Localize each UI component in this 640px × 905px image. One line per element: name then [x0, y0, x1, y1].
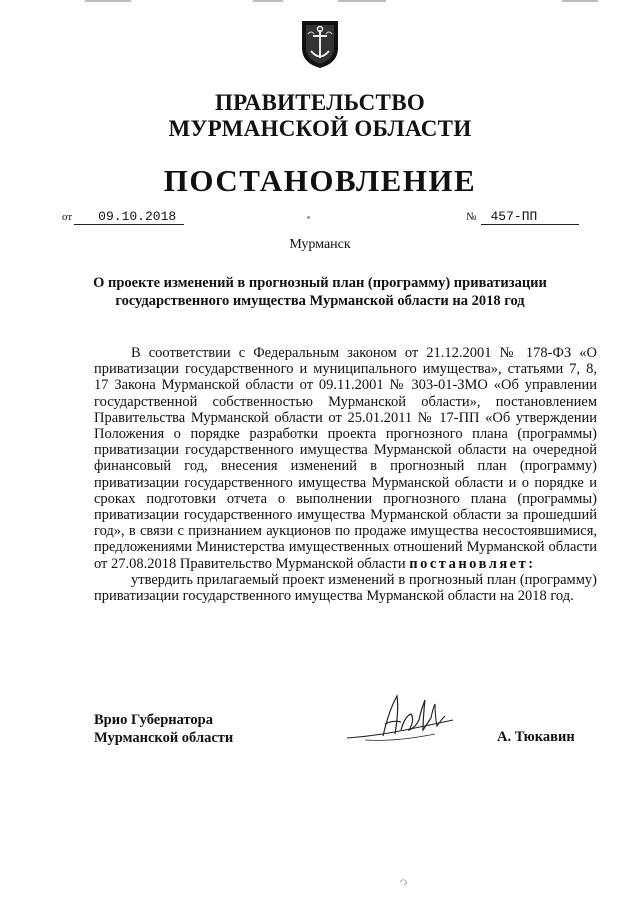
scan-dot: [307, 216, 310, 219]
scan-edge-marks: [0, 0, 640, 6]
document-body: [94, 345, 597, 604]
preamble-text: В соответствии с Федеральным законом от 21.12.2001 № 178-ФЗ «О приватизации государственного и муниципального имущества», статьями 7, 8, 17 Закона Мурманской области от 09.11.2001 № 303-01-ЗМО «Об управлении государственной собственностью Мурманской области», постановлением Правительства Мурманской области от 25.01.2011 № 17-ПП «Об утверждении Положения о порядке разработки проекта прогнозного плана (программы) приватизации государственного имущества Мурманской области на очередной финансовый год, внесения изменений в прогнозный план (программу) приватизации государственного имущества Мурманской области и о порядке и сроках подготовки отчета о выполнении прогнозного плана (программы) приватизации государственного имущества Мурманской области за прошедший год», в связи с признанием аукционов по продаже имущества несостоявшимися, предложениями Министерства имущественных отношений Мурманской области от 27.08.2018 Правительство Мурманской области: [94, 345, 597, 572]
decree-word: постановляет:: [409, 555, 536, 572]
handwritten-signature-icon: [345, 690, 455, 752]
government-name: [0, 90, 640, 142]
subject-line-2: государственного имущества Мурманской области на 2018 год: [115, 293, 525, 309]
date-value: 09.10.2018: [74, 209, 184, 225]
murmansk-coat-of-arms-icon: [299, 18, 341, 70]
document-type-title: ПОСТАНОВЛЕНИЕ: [163, 163, 477, 198]
government-line-1: ПРАВИТЕЛЬСТВО: [214, 90, 426, 115]
government-line-2: МУРМАНСКОЙ ОБЛАСТИ: [168, 116, 472, 141]
number-value: 457-ПП: [481, 209, 579, 225]
signatory-name: А. Тюкавин: [497, 729, 575, 745]
subject-line-1: О проекте изменений в прогнозный план (программу) приватизации: [93, 275, 547, 291]
signatory-position: [94, 711, 233, 747]
position-line-1: Врио Губернатора: [94, 712, 213, 728]
document-number: [466, 209, 579, 225]
preamble-paragraph: [94, 345, 597, 572]
document-date: [62, 209, 184, 225]
scan-smudge: [398, 876, 410, 886]
date-prefix: от: [62, 211, 73, 223]
number-prefix: №: [466, 211, 477, 223]
city-name: Мурманск: [289, 237, 351, 252]
document-subject: [90, 274, 550, 310]
decision-paragraph: утвердить прилагаемый проект изменений в прогнозный план (программу) приватизации государственного имущества Мурманской области на 2018 год.: [94, 571, 597, 605]
position-line-2: Мурманской области: [94, 730, 234, 746]
